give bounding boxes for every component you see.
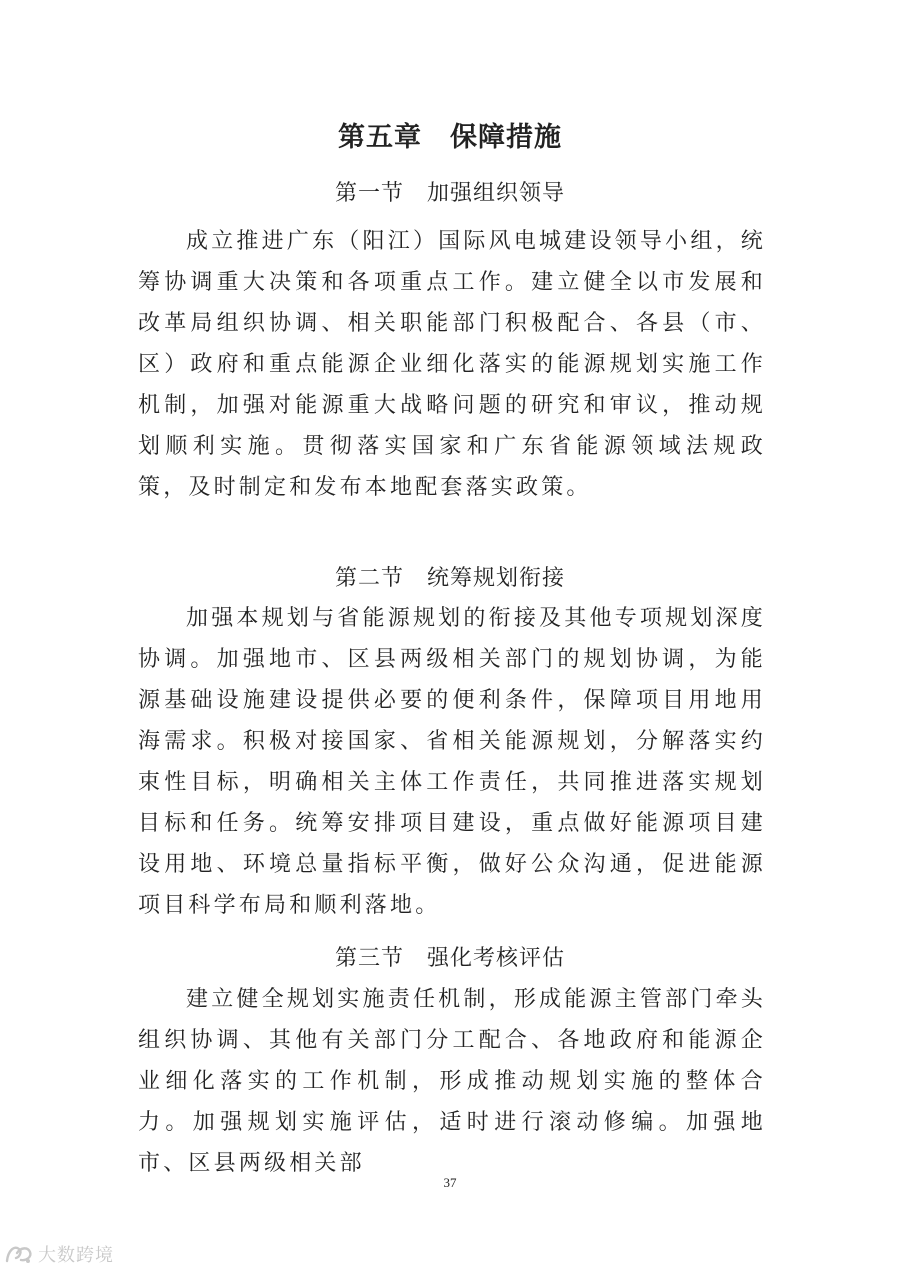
page-number: 37	[443, 1175, 457, 1190]
section-2-title: 第二节 统筹规划衔接	[334, 566, 565, 591]
section-1-paragraph: 成立推进广东（阳江）国际风电城建设领导小组，统筹协调重大决策和各项重点工作。建立健全以市发展和改革局组织协调、相关职能部门积极配合、各县（市、区）政府和重点能源企业细化落实的能源规划实施工作机制，加强对能源重大战略问题的研究和审议，推动规划顺利实施。贯彻落实国家和广东省能源领域法规政策，及时制定和发布本地配套落实政策。	[138, 229, 766, 500]
watermark-logo-icon	[4, 1241, 34, 1267]
watermark-text: 大数跨境	[38, 1245, 114, 1266]
section-1-title: 第一节 加强组织领导	[334, 181, 565, 206]
watermark	[4, 1240, 114, 1268]
chapter-title: 第五章 保障措施	[338, 122, 562, 153]
section-3-paragraph: 建立健全规划实施责任机制，形成能源主管部门牵头组织协调、其他有关部门分工配合、各地政府和能源企业细化落实的工作机制，形成推动规划实施的整体合力。加强规划实施评估，适时进行滚动修编。加强地市、区县两级相关部	[138, 987, 766, 1176]
section-2-paragraph: 加强本规划与省能源规划的衔接及其他专项规划深度协调。加强地市、区县两级相关部门的规划协调，为能源基础设施建设提供必要的便利条件，保障项目用地用海需求。积极对接国家、省相关能源规划，分解落实约束性目标，明确相关主体工作责任，共同推进落实规划目标和任务。统筹安排项目建设，重点做好能源项目建设用地、环境总量指标平衡，做好公众沟通，促进能源项目科学布局和顺利落地。	[138, 606, 766, 918]
section-3-title: 第三节 强化考核评估	[334, 946, 565, 971]
